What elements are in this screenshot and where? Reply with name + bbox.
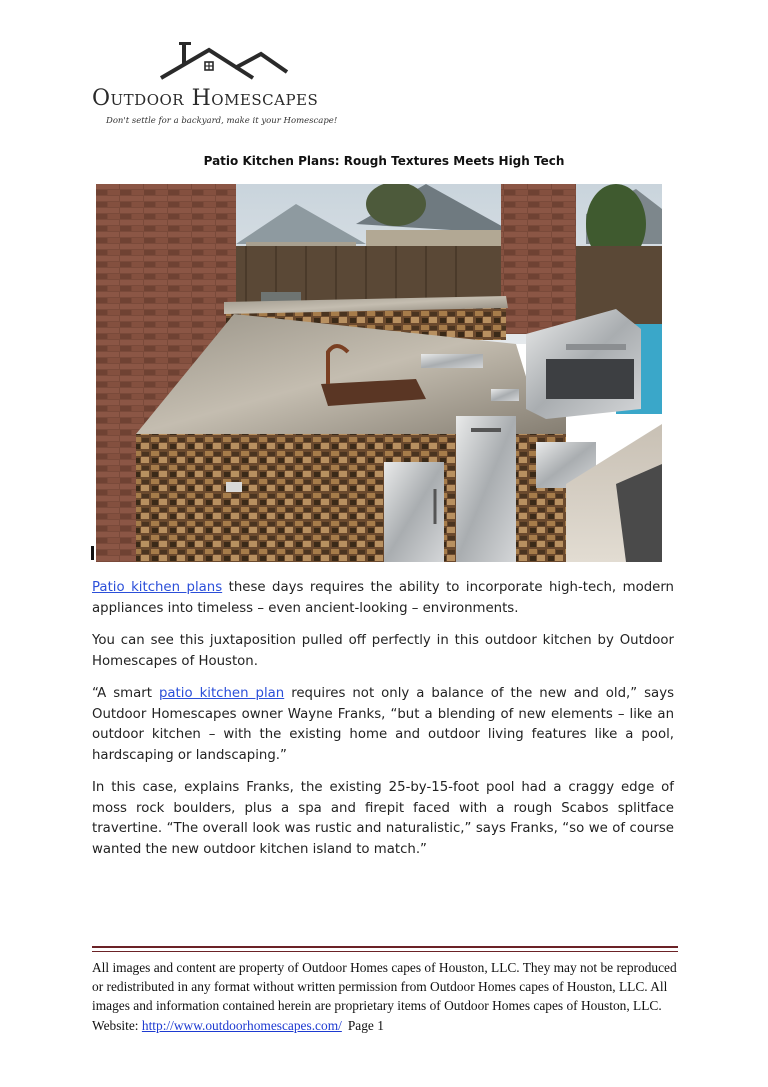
footer-copyright-text: All images and content are property of Outdoor Homes capes of Houston, LLC. They may not be reproduced or redistributed in any format without written permission from Outdoor Homes capes of Houston, LLC. All images and information contained herein are proprietary items of Outdoor Homes capes of Houston, LLC. Website: <box>92 960 677 1033</box>
patio-kitchen-plans-link[interactable]: Patio kitchen plans <box>92 580 223 595</box>
stray-mark <box>91 546 94 560</box>
paragraph-1 <box>92 578 674 619</box>
page-footer <box>92 958 678 1035</box>
document-title: Patio Kitchen Plans: Rough Textures Meets High Tech <box>203 154 565 168</box>
paragraph-3-before: “A smart <box>92 686 159 701</box>
house-roof-icon <box>157 38 307 90</box>
page-number: Page 1 <box>347 1017 384 1033</box>
website-link[interactable]: http://www.outdoorhomescapes.com/ <box>141 1017 342 1033</box>
paragraph-1-text: these days requires the ability to incorporate high-tech, modern appliances into timeless – even ancient-looking – environments. <box>92 580 674 616</box>
paragraph-3 <box>92 684 674 766</box>
paragraph-2: You can see this juxtaposition pulled off perfectly in this outdoor kitchen by Outdoor Homescapes of Houston. <box>92 633 674 669</box>
footer-divider <box>92 946 678 948</box>
article-body <box>92 578 674 872</box>
logo-tagline: Don't settle for a backyard, make it your Homescape! <box>106 116 338 126</box>
logo-wordmark: Outdoor Homescapes <box>92 86 319 111</box>
footer-divider-thin <box>92 951 678 952</box>
paragraph-4: In this case, explains Franks, the existing 25-by-15-foot pool had a craggy edge of moss rock boulders, plus a spa and firepit faced with a rough Scabos splitface travertine. “The overall look was rustic and naturalistic,” says Franks, “so we of course wanted the new outdoor kitchen island to match.” <box>92 780 674 857</box>
company-logo <box>92 38 352 130</box>
paragraph-3-after: requires not only a balance of the new and old,” says Outdoor Homescapes owner Wayne Franks, “but a blending of new elements – like an outdoor kitchen – with the existing home and outdoor living features like a pool, hardscaping or landscaping.” <box>92 686 675 763</box>
outdoor-kitchen-photo <box>96 184 662 562</box>
patio-kitchen-plan-link[interactable]: patio kitchen plan <box>158 686 285 701</box>
